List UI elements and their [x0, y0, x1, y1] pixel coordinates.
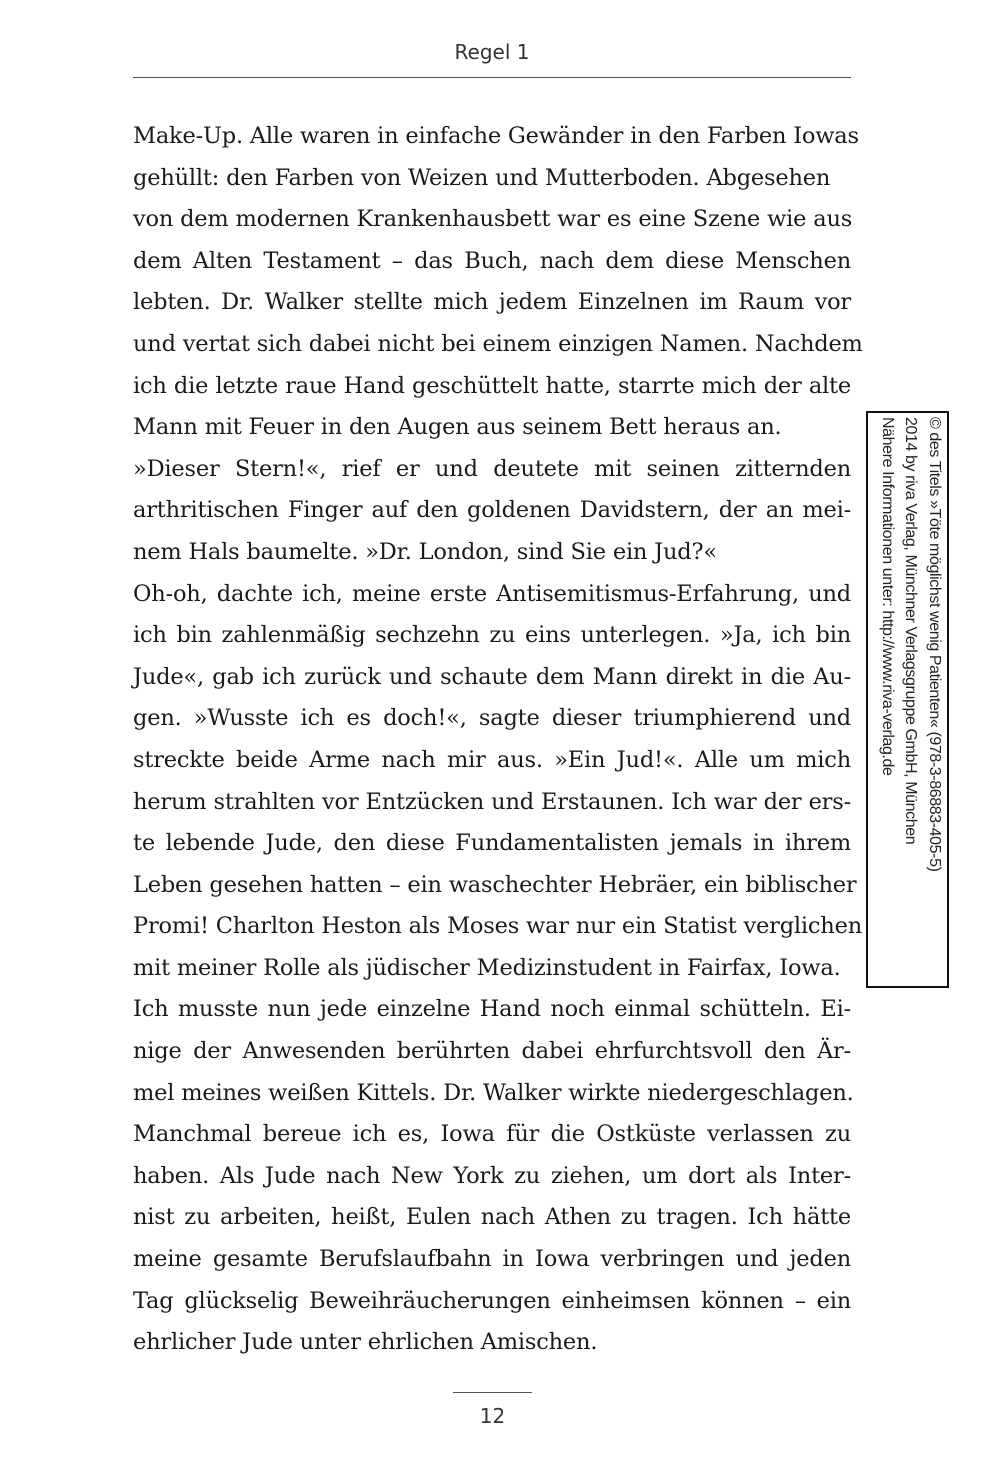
body-text: [133, 116, 863, 1364]
text-line: Ich musste nun jede einzelne Hand noch einmal schütteln. Ei-: [133, 996, 851, 1023]
page-number: 12: [479, 1404, 506, 1428]
text-line: Jude«, gab ich zurück und schaute dem Mann direkt in die Au-: [133, 663, 851, 690]
copyright-line-1: © des Titels »Töte möglichst wenig Patienten« (978-3-86883-405-5): [926, 417, 943, 872]
text-line: nem Hals baumelte. »Dr. London, sind Sie ein Jud?«: [133, 538, 717, 565]
text-line: ich die letzte raue Hand geschüttelt hatte, starrte mich der alte: [133, 372, 851, 399]
text-line: mit meiner Rolle als jüdischer Medizinstudent in Fairfax, Iowa.: [133, 954, 841, 981]
text-line: ehrlicher Jude unter ehrlichen Amischen.: [133, 1329, 598, 1356]
text-line: von dem modernen Krankenhausbett war es eine Szene wie aus: [133, 206, 853, 233]
text-line: Manchmal bereue ich es, Iowa für die Ostküste verlassen zu: [133, 1121, 851, 1148]
text-line: nist zu arbeiten, heißt, Eulen nach Athen zu tragen. Ich hätte: [133, 1204, 851, 1231]
text-line: nige der Anwesenden berührten dabei ehrfurchtsvoll den Är-: [133, 1038, 851, 1065]
text-line: Leben gesehen hatten – ein waschechter Hebräer, ein biblischer: [133, 871, 857, 898]
text-line: haben. Als Jude nach New York zu ziehen, um dort als Inter-: [133, 1162, 851, 1189]
text-line: ich bin zahlenmäßig sechzehn zu eins unterlegen. »Ja, ich bin: [133, 622, 851, 649]
text-line: herum strahlten vor Entzücken und Erstaunen. Ich war der ers-: [133, 788, 851, 815]
text-line: Oh-oh, dachte ich, meine erste Antisemitismus-Erfahrung, und: [133, 580, 851, 607]
text-line: arthritischen Finger auf den goldenen Davidstern, der an mei-: [133, 497, 851, 524]
text-line: Mann mit Feuer in den Augen aus seinem Bett heraus an.: [133, 414, 782, 441]
text-line: te lebende Jude, den diese Fundamentalisten jemals in ihrem: [133, 830, 851, 857]
text-line: meine gesamte Berufslaufbahn in Iowa verbringen und jeden: [133, 1246, 851, 1273]
copyright-line-2: 2014 by riva Verlag, Münchner Verlagsgruppe GmbH, München: [902, 417, 920, 845]
text-line: Tag glückselig Beweihräucherungen einheimsen können – ein: [133, 1287, 851, 1314]
footer-rule: [453, 1392, 532, 1393]
copyright-notice-box: [866, 411, 949, 988]
text-line: dem Alten Testament – das Buch, nach dem diese Menschen: [133, 247, 851, 274]
text-line: gehüllt: den Farben von Weizen und Mutterboden. Abgesehen: [133, 164, 831, 191]
text-line: Promi! Charlton Heston als Moses war nur ein Statist verglichen: [133, 913, 862, 940]
text-line: mel meines weißen Kittels. Dr. Walker wirkte niedergeschlagen.: [133, 1079, 854, 1106]
text-line: »Dieser Stern!«, rief er und deutete mit seinen zitternden: [133, 455, 851, 482]
text-line: gen. »Wusste ich es doch!«, sagte dieser triumphierend und: [133, 705, 851, 732]
text-line: streckte beide Arme nach mir aus. »Ein Jud!«. Alle um mich: [133, 746, 851, 773]
text-line: und vertat sich dabei nicht bei einem einzigen Namen. Nachdem: [133, 330, 863, 357]
copyright-notice: [876, 417, 947, 982]
running-head: Regel 1: [454, 40, 530, 64]
text-line: Make-Up. Alle waren in einfache Gewänder in den Farben Iowas: [133, 123, 859, 149]
copyright-line-3: Nähere Informationen unter: http://www.riva-verlag.de: [879, 417, 896, 776]
header-rule: [133, 77, 851, 78]
text-line: lebten. Dr. Walker stellte mich jedem Einzelnen im Raum vor: [133, 289, 851, 316]
